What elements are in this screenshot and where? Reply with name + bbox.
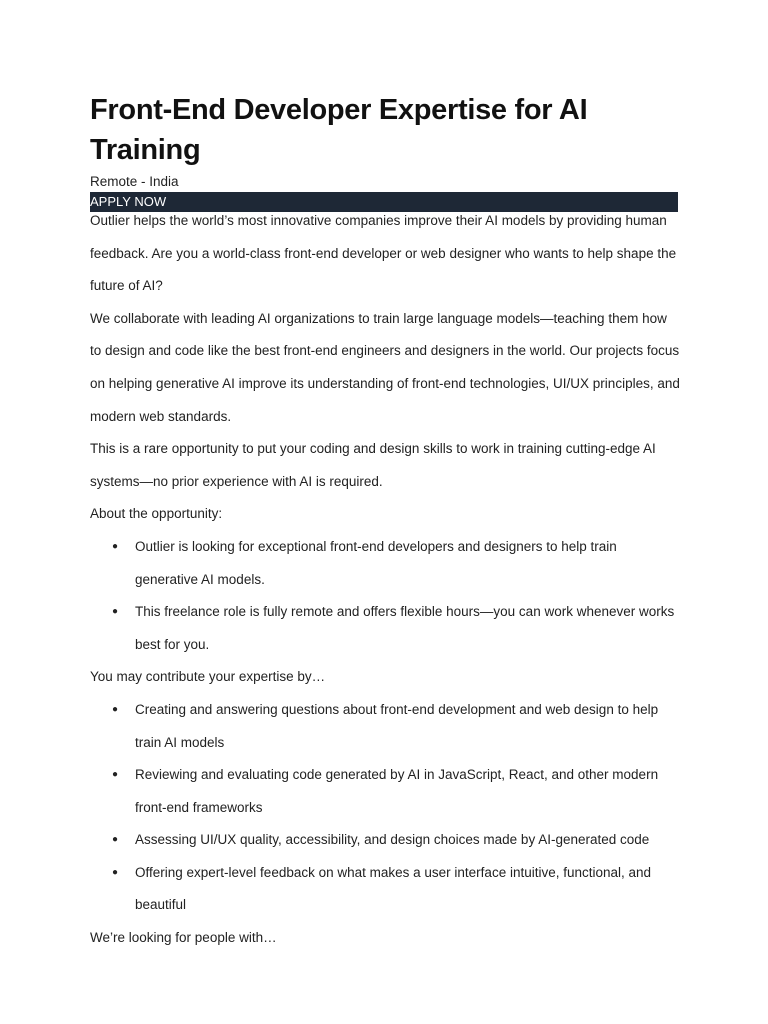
page-title: Front-End Developer Expertise for AI Training: [90, 94, 588, 166]
about-list: [90, 531, 680, 661]
apply-now-button[interactable]: APPLY NOW: [90, 192, 678, 212]
opportunity-paragraph: This is a rare opportunity to put your coding and design skills to work in training cutting-edge AI systems—no prior experience with AI is required.: [90, 441, 656, 489]
list-item: ● Assessing UI/UX quality, accessibility, and design choices made by AI-generated code: [90, 824, 680, 857]
about-heading: About the opportunity:: [90, 506, 223, 522]
contribute-list: [90, 694, 680, 922]
job-location: Remote - India: [90, 174, 179, 189]
list-item: ● Offering expert-level feedback on what makes a user interface intuitive, functional, and beautiful: [90, 857, 680, 922]
looking-for-heading: We’re looking for people with…: [90, 930, 277, 946]
list-item: ● Reviewing and evaluating code generated by AI in JavaScript, React, and other modern front-end frameworks: [90, 759, 680, 824]
list-item: ● This freelance role is fully remote and offers flexible hours—you can work whenever works best for you.: [90, 596, 680, 661]
contribute-heading: You may contribute your expertise by…: [90, 669, 326, 685]
list-item: ● Outlier is looking for exceptional front-end developers and designers to help train generative AI models.: [90, 531, 680, 596]
collaboration-paragraph: We collaborate with leading AI organizations to train large language models—teaching them how to design and code like the best front-end engineers and designers in the world. Our projects focus on helping generative AI improve its understanding of front-end technologies, UI/UX principles, and modern web standards.: [90, 310, 680, 424]
job-description: [90, 205, 680, 955]
job-posting: [90, 90, 680, 955]
intro-paragraph: Outlier helps the world’s most innovative companies improve their AI models by providing human feedback. Are you a world-class front-end developer or web designer who wants to help shape the future of AI?: [90, 213, 677, 294]
list-item: ● Creating and answering questions about front-end development and web design to help train AI models: [90, 694, 680, 759]
